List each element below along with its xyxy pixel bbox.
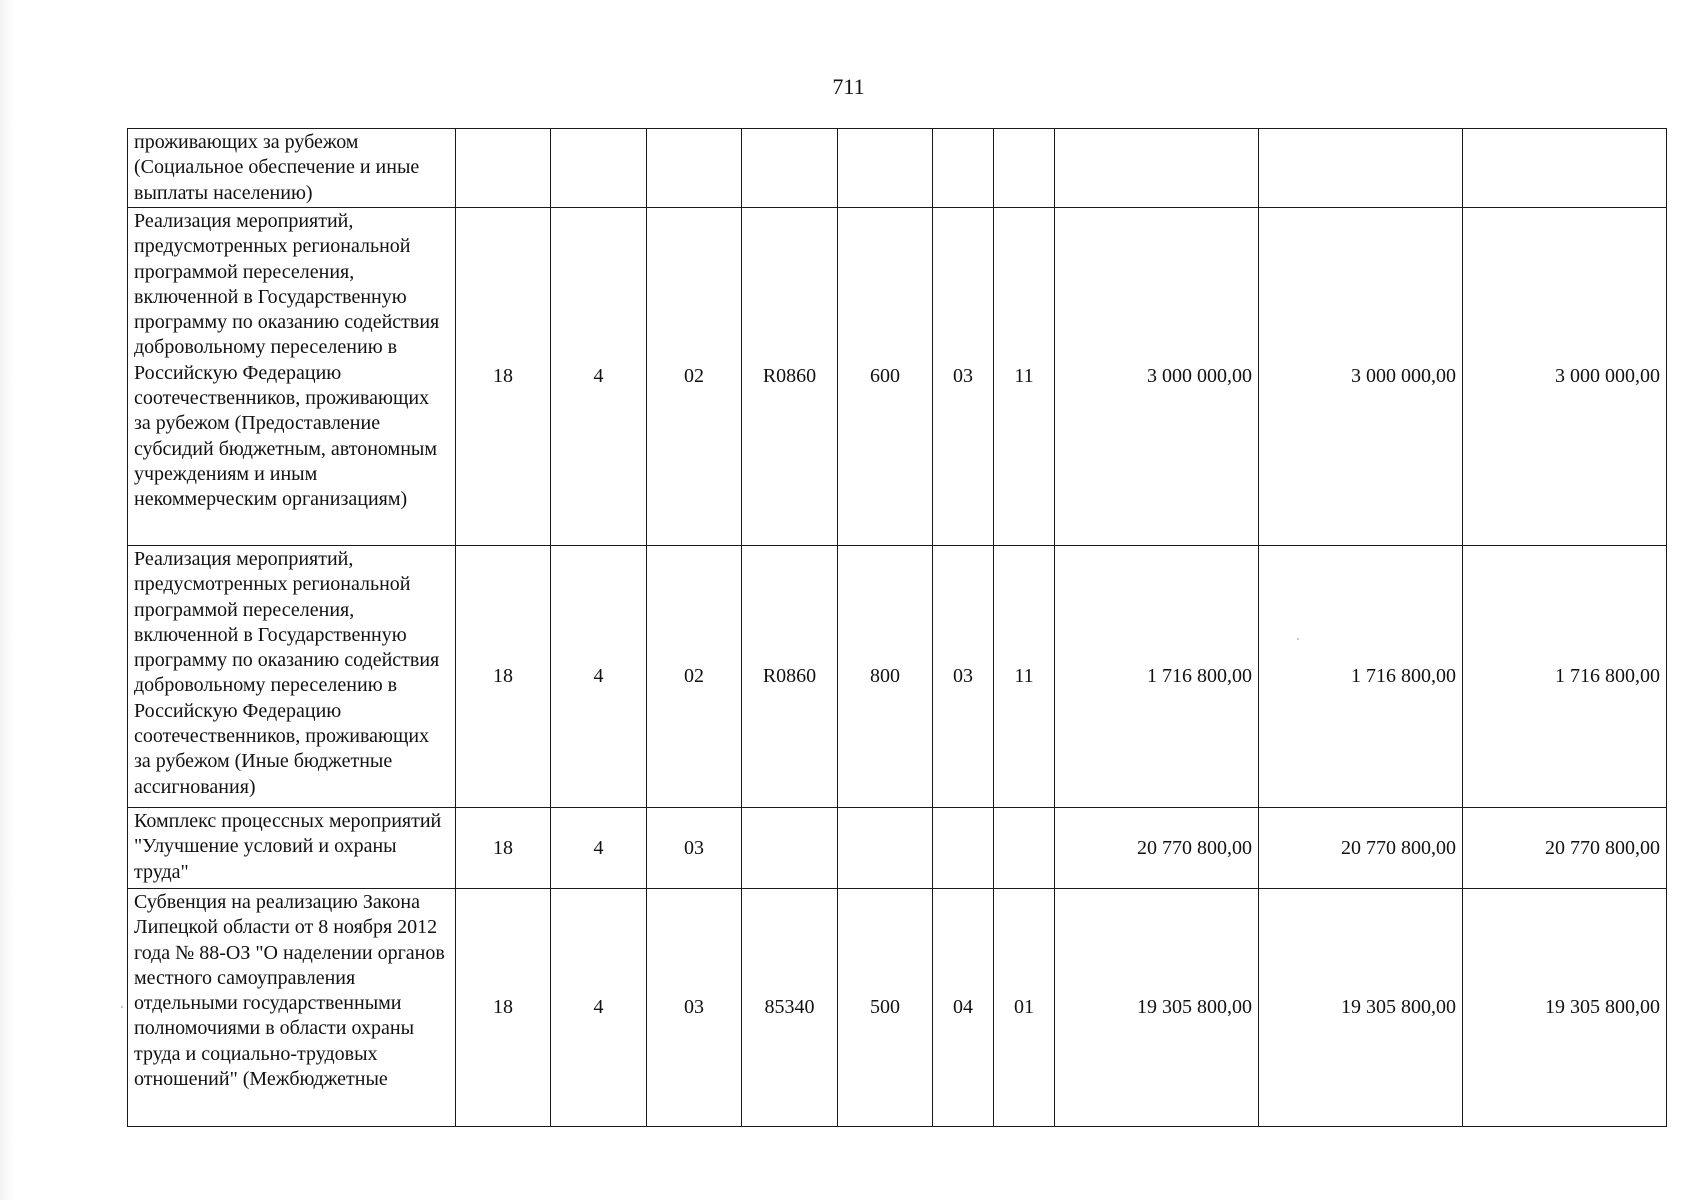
code-cell: R0860 [742,208,838,546]
code-cell [742,129,838,208]
code-cell [994,808,1055,889]
code-cell: 600 [838,208,933,546]
code-cell: R0860 [742,546,838,808]
scan-speck [121,1006,123,1008]
code-cell: 18 [456,889,551,1127]
code-cell: 04 [933,889,994,1127]
code-cell [994,129,1055,208]
code-cell [933,808,994,889]
code-cell: 85340 [742,889,838,1127]
amount-cell: 1 716 800,00 [1463,546,1667,808]
row-name-cell: Реализация мероприятий, предусмотренных региональной программой переселения, включенной в Государственную программу по оказанию содействия добровольному переселению в Российскую Федерацию соотечественников, проживающих за рубежом (Предоставление субсидий бюджетным, автономным учреждениям и иным некоммерческим организациям) [128,208,456,546]
code-cell: 4 [551,808,647,889]
row-name-cell: Реализация мероприятий, предусмотренных региональной программой переселения, включенной в Государственную программу по оказанию содействия добровольному переселению в Российскую Федерацию соотечественников, проживающих за рубежом (Иные бюджетные ассигнования) [128,546,456,808]
code-cell: 01 [994,889,1055,1127]
code-cell: 02 [647,208,742,546]
code-cell: 03 [647,889,742,1127]
code-cell [933,129,994,208]
code-cell: 18 [456,808,551,889]
code-cell [551,129,647,208]
table-row [128,546,1667,808]
code-cell: 02 [647,546,742,808]
code-cell: 4 [551,546,647,808]
table-row [128,808,1667,889]
code-cell: 03 [647,808,742,889]
amount-cell [1055,129,1259,208]
code-cell: 4 [551,889,647,1127]
amount-cell: 19 305 800,00 [1463,889,1667,1127]
amount-cell [1463,129,1667,208]
code-cell: 4 [551,208,647,546]
row-name-cell: Комплекс процессных мероприятий "Улучшение условий и охраны труда" [128,808,456,889]
code-cell: 18 [456,208,551,546]
code-cell: 11 [994,546,1055,808]
code-cell [742,808,838,889]
amount-cell: 20 770 800,00 [1259,808,1463,889]
amount-cell: 3 000 000,00 [1055,208,1259,546]
code-cell: 03 [933,546,994,808]
amount-cell: 20 770 800,00 [1055,808,1259,889]
code-cell: 800 [838,546,933,808]
code-cell [647,129,742,208]
code-cell: 18 [456,546,551,808]
code-cell [456,129,551,208]
amount-cell: 1 716 800,00 [1055,546,1259,808]
amount-cell: 1 716 800,00 [1259,546,1463,808]
table-row [128,208,1667,546]
amount-cell: 20 770 800,00 [1463,808,1667,889]
row-name-cell: Субвенция на реализацию Закона Липецкой области от 8 ноября 2012 года № 88-ОЗ "О наделении органов местного самоуправления отдельными государственными полномочиями в области охраны труда и социально-трудовых отношений" (Межбюджетные [128,889,456,1127]
budget-table [127,128,1667,1127]
amount-cell [1259,129,1463,208]
amount-cell: 19 305 800,00 [1055,889,1259,1127]
amount-cell: 3 000 000,00 [1259,208,1463,546]
amount-cell: 3 000 000,00 [1463,208,1667,546]
code-cell [838,808,933,889]
code-cell [838,129,933,208]
code-cell: 11 [994,208,1055,546]
table-row [128,889,1667,1127]
page-edge-shadow [0,0,14,1200]
table-row [128,129,1667,208]
code-cell: 500 [838,889,933,1127]
page-number: 711 [832,74,865,99]
amount-cell: 19 305 800,00 [1259,889,1463,1127]
code-cell: 03 [933,208,994,546]
row-name-cell: проживающих за рубежом (Социальное обеспечение и иные выплаты населению) [128,129,456,208]
scan-speck [1297,638,1299,640]
